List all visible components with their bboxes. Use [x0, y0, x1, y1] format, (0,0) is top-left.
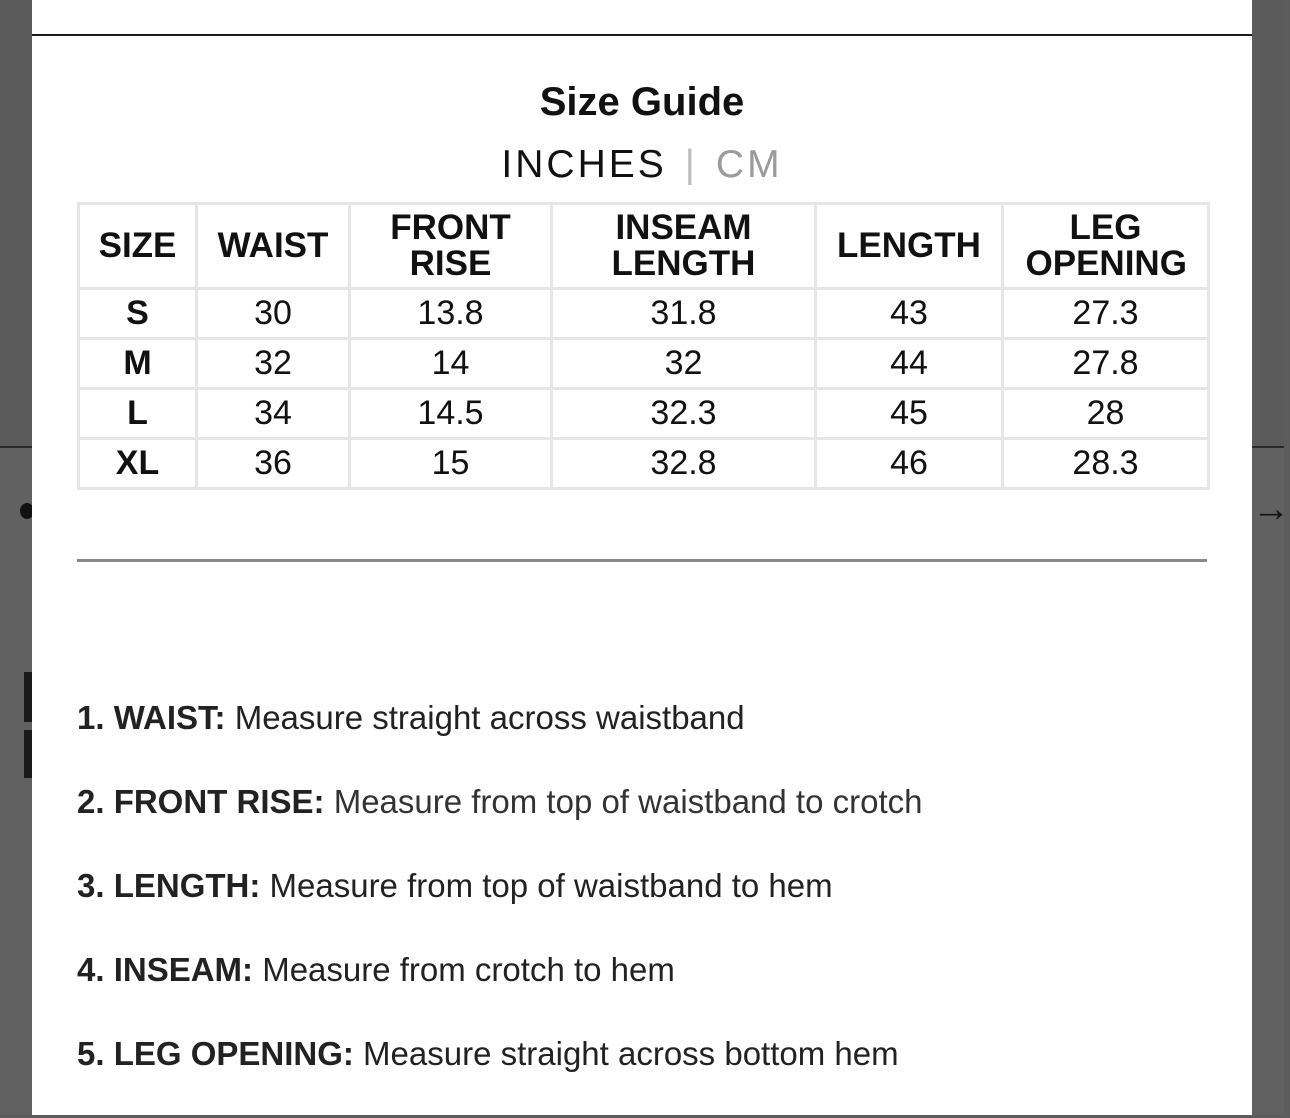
table-header-inseam-length [552, 204, 816, 289]
table-cell: 43 [816, 289, 1003, 339]
table-cell: 14 [350, 339, 552, 389]
instruction-item [77, 698, 1207, 782]
table-cell: 32.3 [552, 389, 816, 439]
size-guide-modal [32, 0, 1252, 1115]
instruction-item [77, 782, 1207, 866]
table-cell: 32 [552, 339, 816, 389]
unit-option-cm[interactable]: CM [715, 143, 783, 186]
table-cell: 32 [197, 339, 350, 389]
table-cell: 46 [816, 439, 1003, 489]
instruction-desc: Measure from top of waistband to hem [269, 867, 833, 904]
instruction-desc: Measure from crotch to hem [262, 951, 675, 988]
table-cell: 30 [197, 289, 350, 339]
header-label: INSEAM LENGTH [611, 208, 756, 283]
table-row [79, 389, 1209, 439]
instruction-item [77, 1034, 1207, 1118]
instruction-term: 5. LEG OPENING: [77, 1035, 354, 1072]
header-label: FRONT RISE [390, 208, 511, 283]
instruction-term: 2. FRONT RISE: [77, 783, 325, 820]
instruction-term: 1. WAIST: [77, 699, 226, 736]
unit-option-inches[interactable]: INCHES [501, 143, 667, 186]
table-row [79, 439, 1209, 489]
instruction-term: 4. INSEAM: [77, 951, 254, 988]
table-header-size: SIZE [79, 204, 197, 289]
table-cell: 27.8 [1003, 339, 1209, 389]
table-cell: S [79, 289, 197, 339]
table-cell: 45 [816, 389, 1003, 439]
arrow-right-icon: → [1252, 488, 1290, 530]
size-table [77, 202, 1210, 490]
table-header-leg-opening [1003, 204, 1209, 289]
table-header-front-rise [350, 204, 552, 289]
table-cell: 27.3 [1003, 289, 1209, 339]
table-row [79, 289, 1209, 339]
unit-separator: | [684, 143, 698, 186]
table-cell: 34 [197, 389, 350, 439]
table-header-length: LENGTH [816, 204, 1003, 289]
table-header-row [79, 204, 1209, 289]
unit-toggle [32, 143, 1252, 187]
instruction-desc: Measure from top of waistband to crotch [333, 783, 923, 820]
instruction-item [77, 950, 1207, 1034]
instruction-desc: Measure straight across waistband [234, 699, 745, 736]
table-cell: 14.5 [350, 389, 552, 439]
table-cell: 15 [350, 439, 552, 489]
table-cell: 32.8 [552, 439, 816, 489]
measurement-instructions [77, 698, 1207, 1118]
table-cell: 28 [1003, 389, 1209, 439]
instruction-item [77, 866, 1207, 950]
instruction-desc: Measure straight across bottom hem [363, 1035, 899, 1072]
table-row [79, 339, 1209, 389]
table-cell: 28.3 [1003, 439, 1209, 489]
modal-top-border [32, 34, 1252, 36]
table-header-waist: WAIST [197, 204, 350, 289]
table-cell: 36 [197, 439, 350, 489]
modal-title: Size Guide [539, 80, 745, 124]
instruction-term: 3. LENGTH: [77, 867, 261, 904]
table-cell: L [79, 389, 197, 439]
table-cell: 31.8 [552, 289, 816, 339]
table-cell: M [79, 339, 197, 389]
header-label: LEG OPENING [1025, 208, 1187, 283]
table-cell: XL [79, 439, 197, 489]
table-cell: 13.8 [350, 289, 552, 339]
section-divider [77, 559, 1207, 562]
table-cell: 44 [816, 339, 1003, 389]
